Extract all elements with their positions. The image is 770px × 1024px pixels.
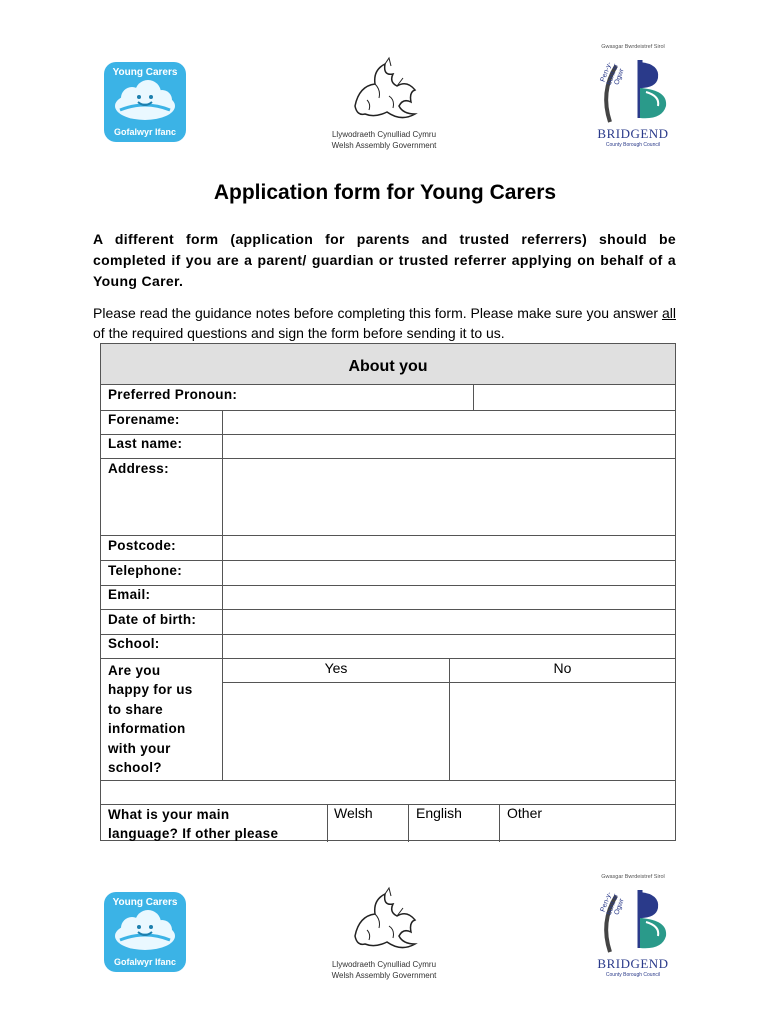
address-field[interactable]	[223, 459, 675, 535]
postcode-label: Postcode:	[108, 538, 176, 553]
section-header	[101, 344, 675, 384]
address-label: Address:	[108, 461, 169, 476]
pronoun-label: Preferred Pronoun:	[108, 387, 238, 402]
language-question-line: language? If other please	[108, 826, 279, 842]
language-option-english[interactable]: English	[416, 805, 462, 821]
language-question	[101, 805, 278, 844]
share-question-line: with your	[108, 740, 171, 756]
about-you-form	[100, 343, 676, 841]
share-question-line: information	[108, 721, 186, 737]
share-no-box[interactable]	[450, 683, 675, 780]
young-carers-logo	[104, 62, 186, 142]
bridgend-logo-top-text: Gwasgar Bwrdeistref Sirol	[601, 874, 665, 880]
dragon-icon	[345, 886, 425, 956]
school-label: School:	[108, 636, 160, 651]
share-info-question	[101, 661, 193, 777]
welsh-gov-english-name: Welsh Assembly Government	[331, 971, 437, 980]
share-question-line: school?	[108, 760, 162, 776]
telephone-label: Telephone:	[108, 563, 183, 578]
dragon-icon	[345, 56, 425, 126]
welsh-gov-english-name: Welsh Assembly Government	[331, 141, 437, 150]
intro-instructions	[93, 303, 676, 343]
share-question-line: happy for us	[108, 682, 193, 698]
last-name-field[interactable]	[223, 435, 675, 458]
welsh-gov-welsh-name: Llywodraeth Cynulliad Cymru	[331, 130, 437, 139]
language-option-other[interactable]: Other	[507, 805, 543, 821]
cloud-icon	[112, 910, 178, 954]
intro-bold-paragraph: A different form (application for parents and trusted referrers) should be completed if you are a parent/ guardian or trusted referrer applying on behalf of a Young Carer.	[93, 231, 676, 289]
share-no-label: No	[553, 660, 572, 676]
postcode-field[interactable]	[223, 536, 675, 560]
email-label: Email:	[108, 587, 151, 602]
language-option-welsh[interactable]: Welsh	[334, 805, 373, 821]
welsh-gov-welsh-name: Llywodraeth Cynulliad Cymru	[331, 960, 437, 969]
cloud-icon	[112, 80, 178, 124]
dob-label: Date of birth:	[108, 612, 197, 627]
welsh-government-logo	[325, 56, 443, 152]
school-field[interactable]	[223, 635, 675, 658]
bridgend-logo-subtext: County Borough Council	[605, 972, 661, 978]
last-name-label: Last name:	[108, 436, 183, 451]
young-carers-logo-subtitle: Gofalwyr Ifanc	[113, 127, 176, 137]
intro-text-underlined: all	[661, 305, 676, 321]
bridgend-curve-text: Pen-y-bont ar Ogwr	[599, 61, 626, 86]
intro-text-part1: Please read the guidance notes before completing this form. Please make sure you answer	[93, 305, 662, 321]
telephone-field[interactable]	[223, 561, 675, 585]
bridgend-logo-footer	[592, 874, 674, 984]
young-carers-logo-footer	[104, 892, 186, 972]
bridgend-logo-subtext: County Borough Council	[605, 142, 661, 148]
intro-text-part2: of the required questions and sign the form before sending it to us.	[93, 325, 505, 341]
language-question-line: What is your main	[108, 807, 230, 822]
share-question-line: to share	[108, 701, 163, 717]
share-question-line: Are you	[108, 663, 161, 678]
bridgend-logo	[592, 44, 674, 154]
young-carers-logo-subtitle: Gofalwyr Ifanc	[113, 957, 176, 967]
share-yes-box[interactable]	[223, 683, 449, 780]
section-title: About you	[348, 358, 428, 375]
bridgend-logo-top-text: Gwasgar Bwrdeistref Sirol	[601, 44, 665, 50]
bridgend-logo-name: BRIDGEND	[597, 126, 669, 141]
bridgend-logo-name: BRIDGEND	[597, 956, 669, 971]
forename-label: Forename:	[108, 412, 180, 427]
page-title: Application form for Young Carers	[213, 181, 557, 204]
dob-field[interactable]	[223, 610, 675, 634]
pronoun-field[interactable]	[474, 385, 675, 410]
young-carers-logo-title: Young Carers	[112, 897, 178, 908]
bridgend-curve-text: Pen-y-bont ar Ogwr	[599, 891, 626, 916]
share-yes-label: Yes	[324, 660, 348, 676]
email-field[interactable]	[223, 586, 675, 609]
welsh-government-logo-footer	[325, 886, 443, 982]
young-carers-logo-title: Young Carers	[112, 67, 178, 78]
forename-field[interactable]	[223, 411, 675, 434]
